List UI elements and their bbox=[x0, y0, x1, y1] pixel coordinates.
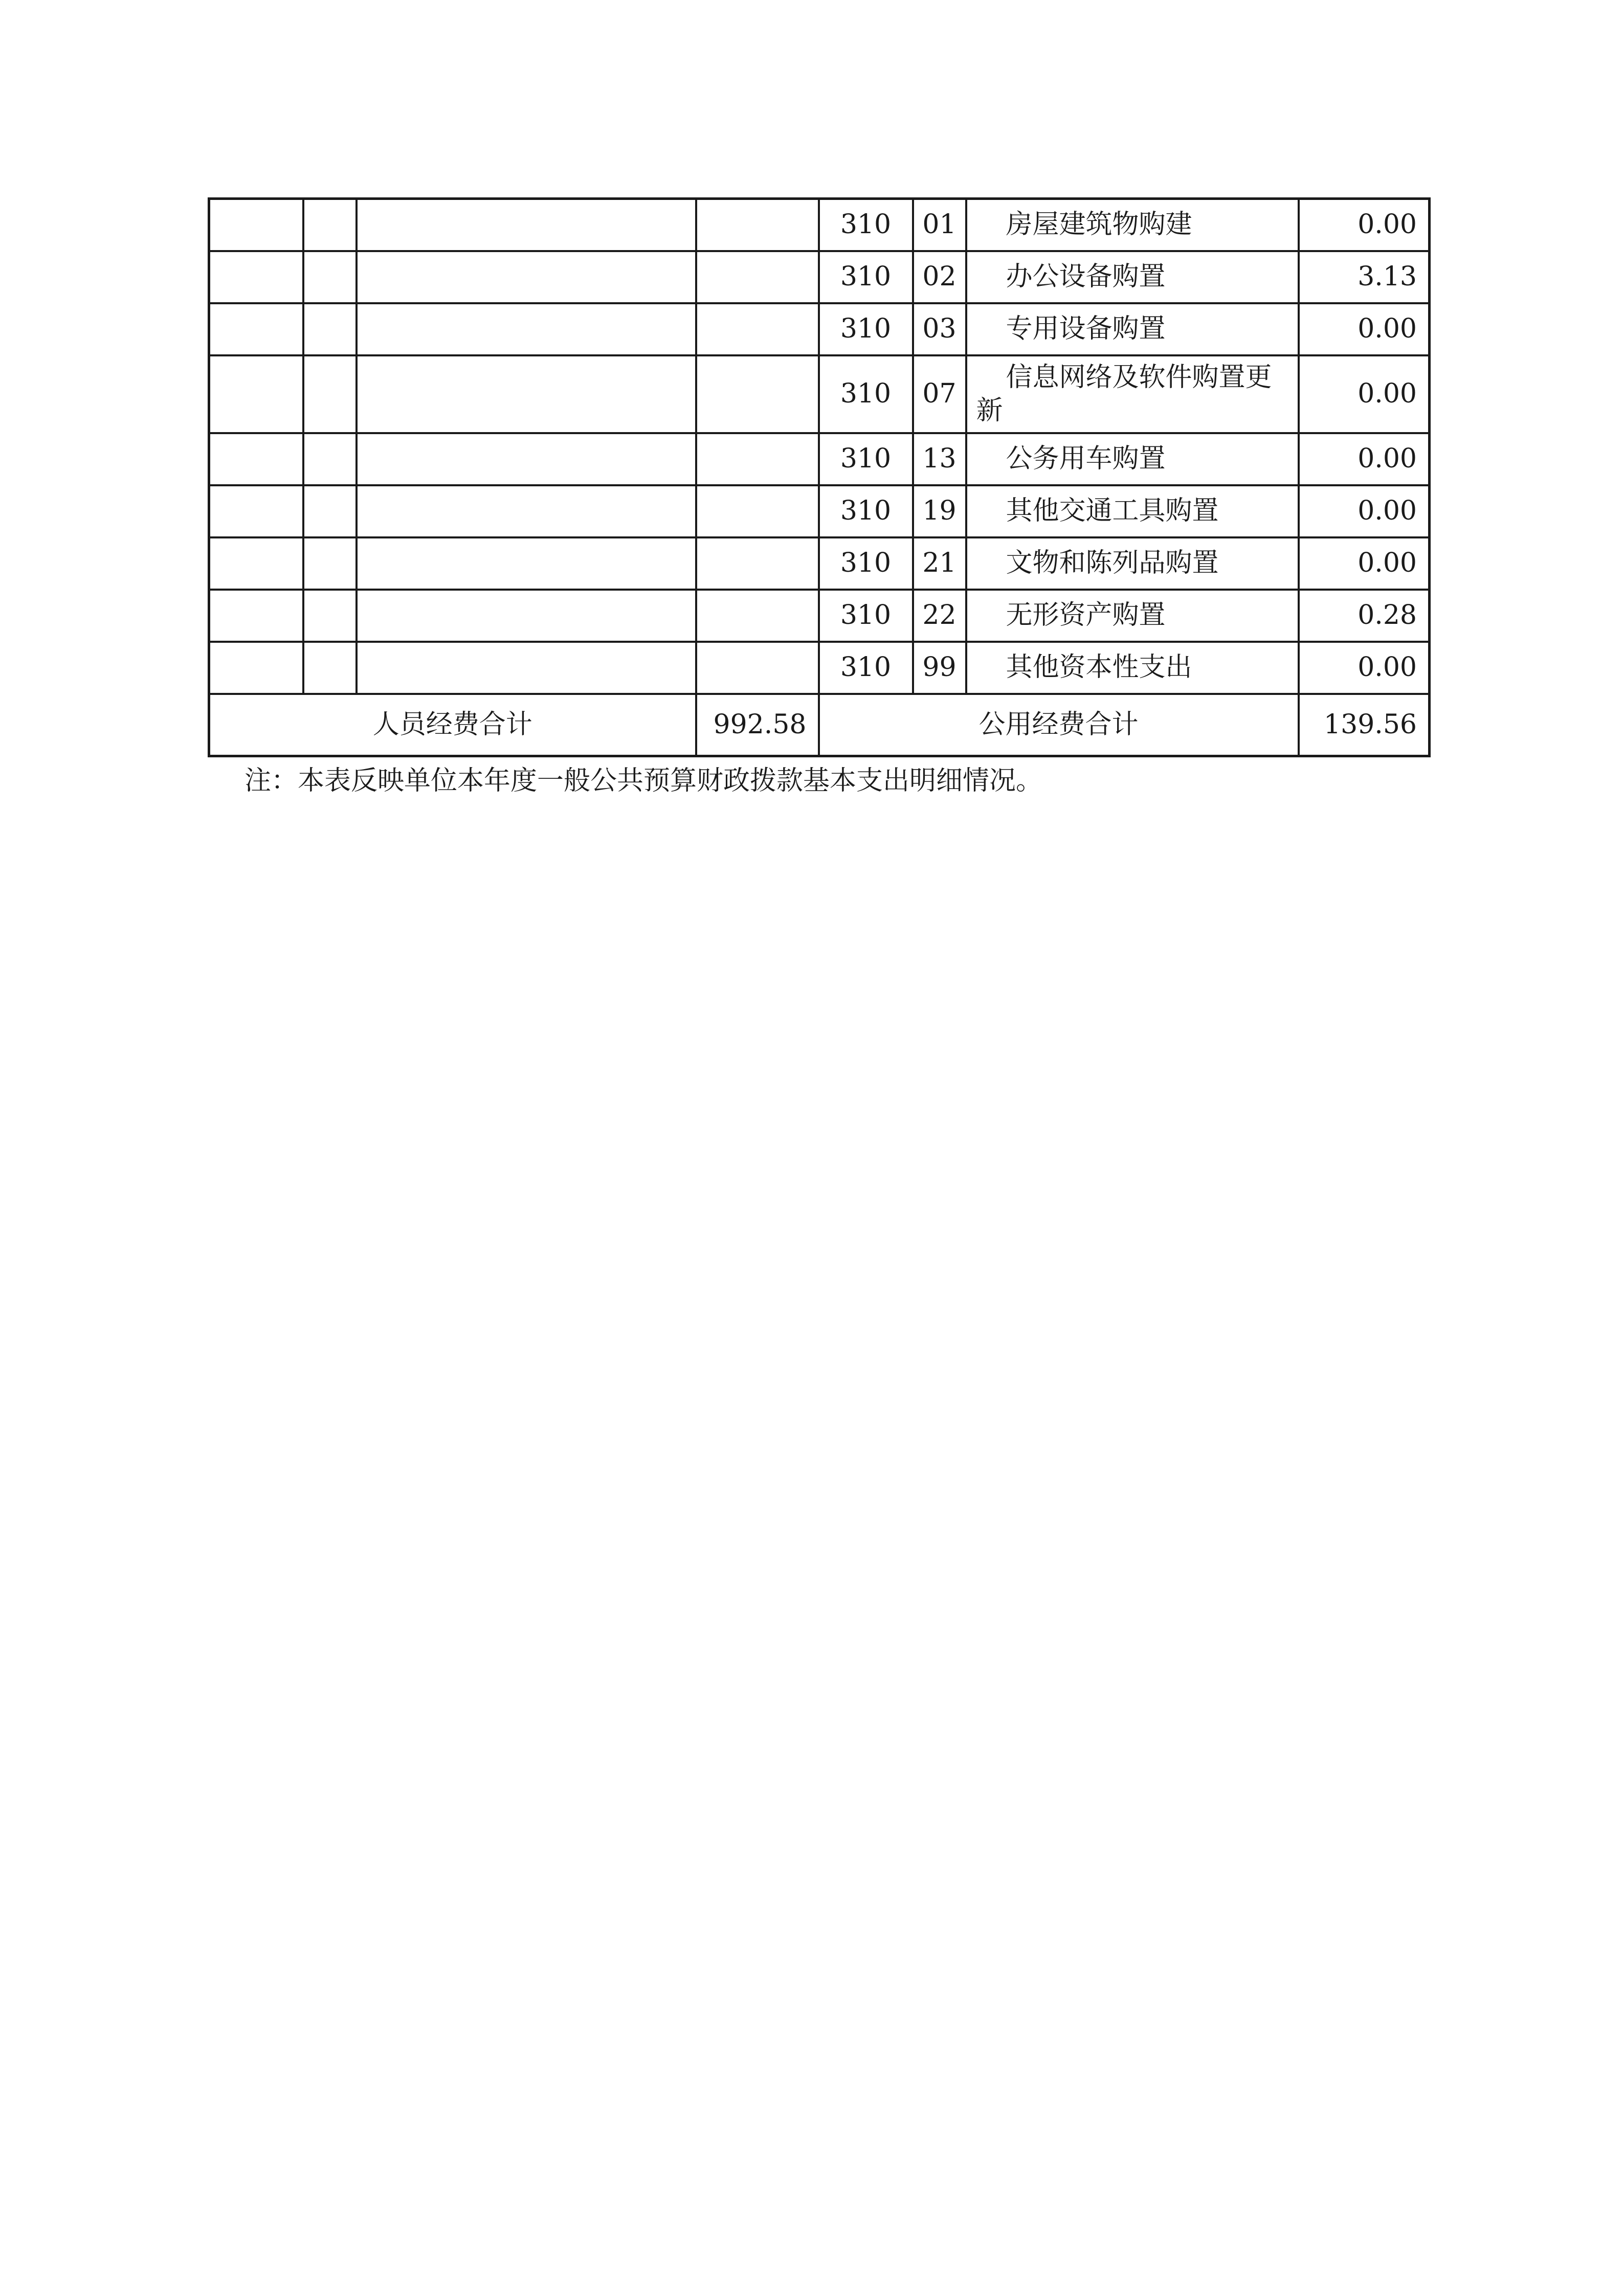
blank-cell bbox=[209, 199, 303, 251]
item-code-cell: 19 bbox=[913, 485, 966, 537]
table-row bbox=[209, 485, 1430, 537]
amount-cell: 0.00 bbox=[1299, 485, 1430, 537]
blank-cell bbox=[696, 642, 819, 694]
table-note: 注：本表反映单位本年度一般公共预算财政拨款基本支出明细情况。 bbox=[244, 766, 1043, 796]
blank-cell bbox=[357, 199, 696, 251]
blank-cell bbox=[303, 590, 357, 642]
amount-cell: 0.00 bbox=[1299, 537, 1430, 590]
class-code-cell: 310 bbox=[819, 199, 913, 251]
class-code-cell: 310 bbox=[819, 537, 913, 590]
amount-cell: 0.00 bbox=[1299, 199, 1430, 251]
class-code-cell: 310 bbox=[819, 303, 913, 355]
public-total-amount: 139.56 bbox=[1299, 694, 1430, 756]
blank-cell bbox=[303, 355, 357, 433]
blank-cell bbox=[357, 433, 696, 485]
blank-cell bbox=[209, 355, 303, 433]
blank-cell bbox=[357, 485, 696, 537]
blank-cell bbox=[303, 485, 357, 537]
item-name-cell: 房屋建筑物购建 bbox=[966, 199, 1299, 251]
public-total-label: 公用经费合计 bbox=[819, 694, 1299, 756]
item-name-cell: 专用设备购置 bbox=[966, 303, 1299, 355]
table-row bbox=[209, 433, 1430, 485]
amount-cell: 0.28 bbox=[1299, 590, 1430, 642]
blank-cell bbox=[696, 433, 819, 485]
item-name-cell: 文物和陈列品购置 bbox=[966, 537, 1299, 590]
class-code-cell: 310 bbox=[819, 590, 913, 642]
blank-cell bbox=[696, 303, 819, 355]
class-code-cell: 310 bbox=[819, 642, 913, 694]
budget-detail-table bbox=[208, 197, 1431, 757]
blank-cell bbox=[209, 485, 303, 537]
item-code-cell: 22 bbox=[913, 590, 966, 642]
amount-cell: 3.13 bbox=[1299, 251, 1430, 303]
class-code-cell: 310 bbox=[819, 251, 913, 303]
blank-cell bbox=[209, 537, 303, 590]
table-row bbox=[209, 355, 1430, 433]
class-code-cell: 310 bbox=[819, 485, 913, 537]
blank-cell bbox=[357, 303, 696, 355]
item-code-cell: 03 bbox=[913, 303, 966, 355]
item-name-cell: 其他交通工具购置 bbox=[966, 485, 1299, 537]
item-code-cell: 02 bbox=[913, 251, 966, 303]
amount-cell: 0.00 bbox=[1299, 303, 1430, 355]
blank-cell bbox=[357, 251, 696, 303]
blank-cell bbox=[357, 537, 696, 590]
personnel-total-amount: 992.58 bbox=[696, 694, 819, 756]
item-code-cell: 99 bbox=[913, 642, 966, 694]
item-name-cell: 办公设备购置 bbox=[966, 251, 1299, 303]
blank-cell bbox=[303, 251, 357, 303]
item-name-cell: 信息网络及软件购置更新 bbox=[966, 355, 1299, 433]
blank-cell bbox=[696, 537, 819, 590]
blank-cell bbox=[696, 251, 819, 303]
blank-cell bbox=[696, 485, 819, 537]
blank-cell bbox=[209, 303, 303, 355]
blank-cell bbox=[209, 642, 303, 694]
class-code-cell: 310 bbox=[819, 355, 913, 433]
blank-cell bbox=[303, 303, 357, 355]
personnel-total-label: 人员经费合计 bbox=[209, 694, 696, 756]
table-row bbox=[209, 642, 1430, 694]
table-row bbox=[209, 199, 1430, 251]
class-code-cell: 310 bbox=[819, 433, 913, 485]
amount-cell: 0.00 bbox=[1299, 642, 1430, 694]
blank-cell bbox=[696, 590, 819, 642]
item-code-cell: 21 bbox=[913, 537, 966, 590]
item-code-cell: 13 bbox=[913, 433, 966, 485]
blank-cell bbox=[357, 590, 696, 642]
item-name-cell: 其他资本性支出 bbox=[966, 642, 1299, 694]
item-name-cell: 公务用车购置 bbox=[966, 433, 1299, 485]
blank-cell bbox=[696, 355, 819, 433]
amount-cell: 0.00 bbox=[1299, 355, 1430, 433]
table-row bbox=[209, 251, 1430, 303]
blank-cell bbox=[357, 642, 696, 694]
blank-cell bbox=[303, 433, 357, 485]
blank-cell bbox=[303, 642, 357, 694]
blank-cell bbox=[209, 590, 303, 642]
blank-cell bbox=[303, 199, 357, 251]
blank-cell bbox=[209, 433, 303, 485]
item-code-cell: 07 bbox=[913, 355, 966, 433]
blank-cell bbox=[696, 199, 819, 251]
item-code-cell: 01 bbox=[913, 199, 966, 251]
item-name-cell: 无形资产购置 bbox=[966, 590, 1299, 642]
blank-cell bbox=[357, 355, 696, 433]
table-row bbox=[209, 590, 1430, 642]
table-body bbox=[209, 199, 1430, 756]
blank-cell bbox=[303, 537, 357, 590]
blank-cell bbox=[209, 251, 303, 303]
amount-cell: 0.00 bbox=[1299, 433, 1430, 485]
table-row bbox=[209, 537, 1430, 590]
totals-row bbox=[209, 694, 1430, 756]
table-row bbox=[209, 303, 1430, 355]
